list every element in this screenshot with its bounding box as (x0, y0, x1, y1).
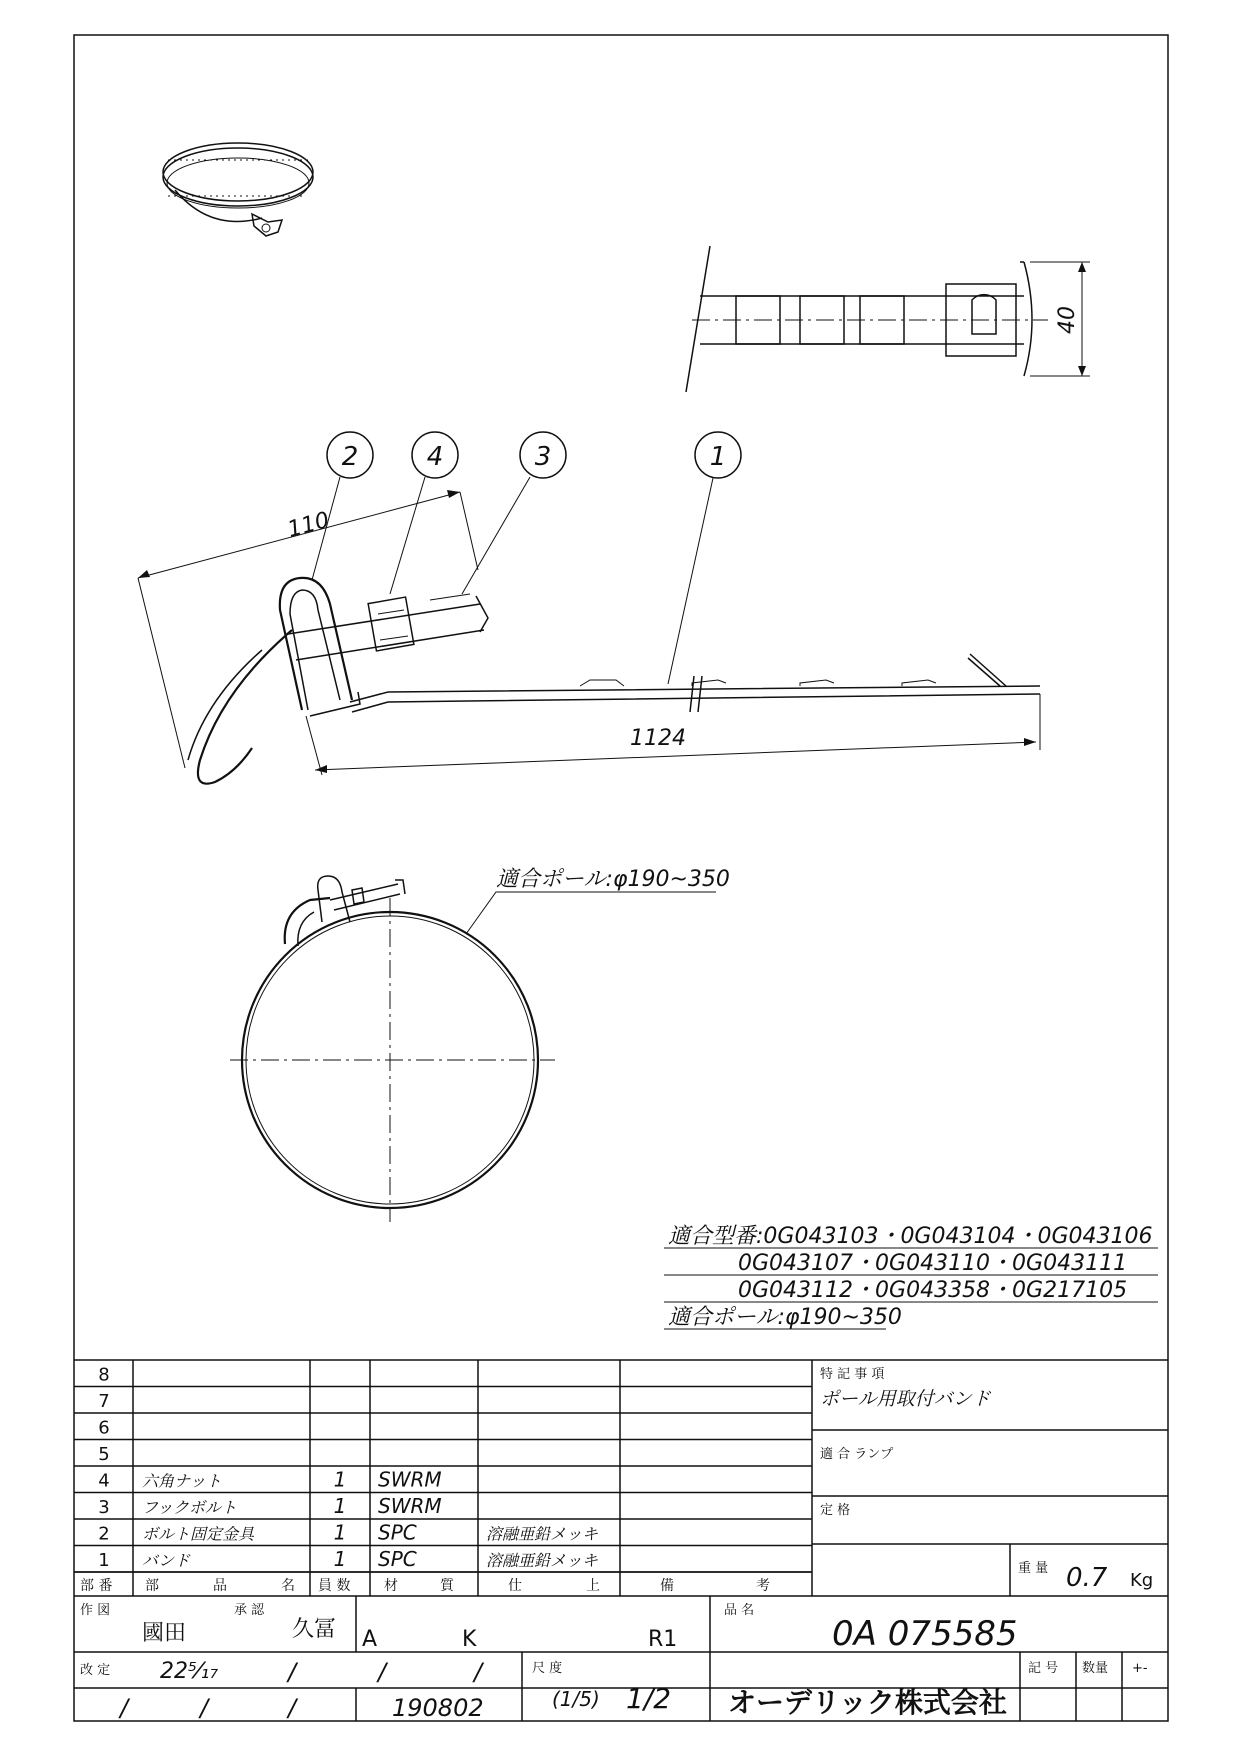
scale-sub: (1/5) (552, 1687, 600, 1711)
header-material: 材 質 (384, 1578, 454, 1594)
part-material-cell: SWRM (378, 1494, 442, 1518)
notes-panel (812, 1366, 1168, 1596)
dim-40-label: 40 (1055, 306, 1080, 334)
part-no-cell: 1 (98, 1550, 110, 1571)
part-name-cell: フックボルト (142, 1498, 237, 1517)
revision-slash-2: / (378, 1658, 387, 1686)
compat-line-1: 適合型番:0G043103・0G043104・0G043106 (668, 1224, 1153, 1249)
part-finish-cell: 溶融亜鉛メッキ (486, 1524, 599, 1544)
quantity-label: 数量 (1082, 1661, 1109, 1676)
band-top-view (686, 246, 1090, 392)
compat-line-4: 適合ポール:φ190~350 (668, 1305, 902, 1330)
balloon-1 (668, 432, 741, 684)
part-no-cell: 8 (98, 1364, 110, 1386)
dim-110-label: 110 (285, 507, 333, 543)
dim-1124-label: 1124 (630, 726, 686, 751)
approved-label: 承 認 (234, 1603, 265, 1618)
part-qty-cell: 1 (333, 1547, 347, 1571)
band-iso-illustration (163, 143, 313, 236)
band-front-view (230, 867, 730, 1222)
pole-note: 適合ポール:φ190~350 (496, 867, 730, 892)
balloon-2-label: 2 (341, 442, 359, 472)
band-side-view (138, 432, 1040, 784)
part-name-cell: ボルト固定金具 (142, 1524, 255, 1544)
document-number: 190802 (392, 1694, 484, 1722)
title-block (74, 1596, 1168, 1722)
header-qty: 員 数 (318, 1578, 351, 1594)
rating-label: 定 格 (820, 1503, 851, 1518)
header-no: 部 番 (80, 1578, 113, 1594)
header-finish: 仕 上 (508, 1578, 600, 1594)
header-name: 部 品 名 (145, 1578, 295, 1594)
compat-block (664, 1224, 1158, 1330)
revision-slash-1: / (288, 1658, 297, 1686)
balloon-1-label: 1 (709, 442, 727, 472)
part-no-cell: 6 (98, 1417, 110, 1439)
part-name-cell: 六角ナット (142, 1471, 222, 1491)
product-label: 品 名 (724, 1603, 755, 1618)
part-material-cell: SPC (378, 1520, 417, 1545)
code-a: A (362, 1627, 378, 1652)
revision-label: 改 定 (80, 1663, 111, 1678)
part-no-cell: 4 (98, 1470, 110, 1492)
compat-line-3: 0G043112・0G043358・0G217105 (738, 1278, 1128, 1303)
part-material-cell: SWRM (378, 1467, 442, 1492)
revision-slash-6: / (288, 1694, 297, 1722)
part-material-cell: SPC (378, 1547, 417, 1571)
revision-slash-4: / (120, 1694, 129, 1722)
company-name: オーデリック株式会社 (728, 1686, 1007, 1719)
drawn-label: 作 図 (80, 1603, 111, 1618)
rev-code: R1 (648, 1627, 678, 1652)
revision-slash-5: / (200, 1694, 209, 1722)
header-note: 備 考 (660, 1578, 770, 1594)
part-qty-cell: 1 (333, 1520, 347, 1545)
symbol-label: 記 号 (1028, 1661, 1059, 1676)
scale-label: 尺 度 (532, 1661, 563, 1676)
part-qty-cell: 1 (333, 1467, 347, 1492)
plus-minus-label: +- (1132, 1661, 1148, 1676)
balloon-2 (312, 432, 373, 580)
special-notes-label: 特 記 事 項 (820, 1367, 885, 1382)
weight-unit: Kg (1130, 1570, 1154, 1591)
lamp-label: 適 合 ランプ (820, 1447, 894, 1462)
revision-date: 22⁵⁄₁₇ (160, 1659, 219, 1684)
product-number: 0A 075585 (832, 1614, 1018, 1654)
scale-main: 1/2 (626, 1682, 672, 1715)
balloon-4-label: 4 (426, 442, 444, 472)
weight-label: 重 量 (1018, 1561, 1049, 1576)
approved-by: 久冨 (292, 1617, 337, 1642)
balloon-3-label: 3 (534, 442, 552, 472)
compat-line-2: 0G043107・0G043110・0G043111 (738, 1251, 1128, 1276)
drawn-by: 國田 (142, 1621, 187, 1646)
balloon-4 (390, 432, 458, 594)
revision-slash-3: / (474, 1658, 483, 1686)
parts-table (74, 1360, 1168, 1596)
part-no-cell: 3 (98, 1497, 110, 1518)
part-name-cell: バンド (142, 1551, 191, 1570)
code-k: K (462, 1627, 477, 1652)
weight-value: 0.7 (1066, 1563, 1108, 1593)
part-no-cell: 5 (98, 1444, 110, 1465)
part-no-cell: 7 (98, 1391, 110, 1412)
part-finish-cell: 溶融亜鉛メッキ (486, 1551, 599, 1570)
part-qty-cell: 1 (333, 1494, 347, 1518)
special-notes-value: ポール用取付バンド (820, 1388, 991, 1410)
part-no-cell: 2 (98, 1523, 110, 1545)
